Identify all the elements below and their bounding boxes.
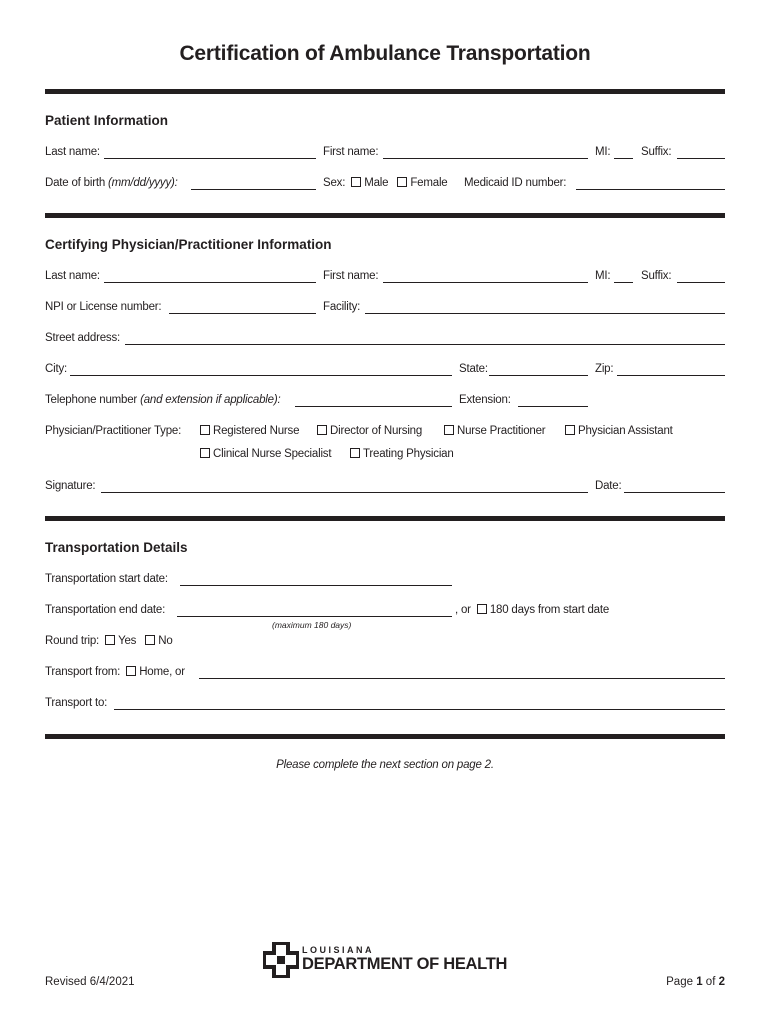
telephone-field[interactable] [295, 406, 452, 407]
round-trip-no-label: No [158, 635, 173, 647]
npi-label: NPI or License number: [45, 301, 162, 313]
end-date-label: Transportation end date: [45, 604, 166, 616]
patient-dob-field[interactable] [191, 189, 316, 190]
male-checkbox[interactable] [351, 177, 361, 187]
physician-last-name-field[interactable] [104, 282, 316, 283]
next-page-note: Please complete the next section on page 2. [276, 759, 494, 771]
type-option-physician-assistant [565, 425, 673, 437]
patient-mi-label: MI: [595, 146, 611, 158]
physician-assistant-checkbox[interactable] [565, 425, 575, 435]
male-label: Male [364, 177, 389, 189]
round-trip-yes-checkbox[interactable] [105, 635, 115, 645]
revised-date: Revised 6/4/2021 [45, 976, 135, 988]
patient-last-name-field[interactable] [104, 158, 316, 159]
logo-state-text: LOUISIANA [302, 945, 374, 955]
facility-label: Facility: [323, 301, 361, 313]
patient-sex-group [323, 177, 448, 189]
physician-suffix-label: Suffix: [641, 270, 672, 282]
transport-to-field[interactable] [114, 709, 725, 710]
telephone-note: (and extension if applicable): [140, 394, 281, 406]
type-option-nurse-practitioner [444, 425, 545, 437]
physician-mi-field[interactable] [614, 282, 633, 283]
ldh-logo-icon [263, 942, 299, 978]
start-date-label: Transportation start date: [45, 573, 168, 585]
physician-first-name-field[interactable] [383, 282, 588, 283]
physician-mi-label: MI: [595, 270, 611, 282]
female-label: Female [410, 177, 448, 189]
section-divider [45, 89, 725, 94]
npi-field[interactable] [169, 313, 316, 314]
female-checkbox[interactable] [397, 177, 407, 187]
type-option-registered-nurse [200, 425, 299, 437]
patient-section-heading: Patient Information [45, 113, 169, 128]
director-of-nursing-label: Director of Nursing [330, 425, 423, 437]
round-trip-no-checkbox[interactable] [145, 635, 155, 645]
page-indicator [666, 976, 725, 988]
transport-section-heading: Transportation Details [45, 540, 188, 555]
treating-physician-checkbox[interactable] [350, 448, 360, 458]
round-trip-label: Round trip: [45, 635, 100, 647]
dob-format-hint: (mm/dd/yyyy): [108, 177, 178, 189]
physician-suffix-field[interactable] [677, 282, 725, 283]
patient-mi-field[interactable] [614, 158, 633, 159]
round-trip-group [45, 635, 173, 647]
signature-date-label: Date: [595, 480, 622, 492]
facility-field[interactable] [365, 313, 725, 314]
medicaid-id-label: Medicaid ID number: [464, 177, 567, 189]
180-days-checkbox[interactable] [477, 604, 487, 614]
type-option-director-of-nursing [317, 425, 422, 437]
registered-nurse-label: Registered Nurse [213, 425, 300, 437]
physician-assistant-label: Physician Assistant [578, 425, 673, 437]
section-divider [45, 734, 725, 739]
street-label: Street address: [45, 332, 120, 344]
page-number: 1 [696, 976, 703, 988]
form-title: Certification of Ambulance Transportation [179, 42, 591, 65]
or-text: , or [455, 604, 471, 616]
transport-from-label: Transport from: [45, 666, 121, 678]
state-label: State: [459, 363, 488, 375]
nurse-practitioner-checkbox[interactable] [444, 425, 454, 435]
practitioner-type-label: Physician/Practitioner Type: [45, 425, 182, 437]
sex-label: Sex: [323, 177, 346, 189]
end-date-field[interactable] [177, 616, 452, 617]
home-checkbox[interactable] [126, 666, 136, 676]
physician-first-name-label: First name: [323, 270, 379, 282]
patient-suffix-label: Suffix: [641, 146, 672, 158]
patient-last-name-label: Last name: [45, 146, 100, 158]
section-divider [45, 213, 725, 218]
medicaid-id-field[interactable] [576, 189, 725, 190]
signature-field[interactable] [101, 492, 588, 493]
patient-first-name-field[interactable] [383, 158, 588, 159]
registered-nurse-checkbox[interactable] [200, 425, 210, 435]
180-days-label: 180 days from start date [489, 604, 610, 616]
home-label: Home, or [139, 666, 185, 678]
extension-label: Extension: [459, 394, 511, 406]
transport-from-group [45, 666, 185, 678]
clinical-nurse-specialist-label: Clinical Nurse Specialist [213, 448, 332, 460]
state-field[interactable] [489, 375, 588, 376]
telephone-label [45, 394, 280, 406]
clinical-nurse-specialist-checkbox[interactable] [200, 448, 210, 458]
patient-suffix-field[interactable] [677, 158, 725, 159]
type-option-treating-physician [350, 448, 454, 460]
street-field[interactable] [125, 344, 725, 345]
signature-label: Signature: [45, 480, 96, 492]
patient-dob-label [45, 177, 178, 189]
telephone-label-text: Telephone number [45, 394, 138, 406]
director-of-nursing-checkbox[interactable] [317, 425, 327, 435]
extension-field[interactable] [518, 406, 588, 407]
page-prefix: Page [666, 976, 693, 988]
transport-from-field[interactable] [199, 678, 725, 679]
logo-department-text: DEPARTMENT OF HEALTH [302, 955, 508, 973]
max-days-note: (maximum 180 days) [272, 620, 352, 630]
dob-label-text: Date of birth [45, 177, 106, 189]
zip-field[interactable] [617, 375, 725, 376]
signature-date-field[interactable] [624, 492, 725, 493]
physician-section-heading: Certifying Physician/Practitioner Information [45, 237, 332, 252]
city-field[interactable] [70, 375, 452, 376]
patient-first-name-label: First name: [323, 146, 379, 158]
treating-physician-label: Treating Physician [363, 448, 454, 460]
end-date-alternative [455, 604, 609, 616]
physician-last-name-label: Last name: [45, 270, 100, 282]
zip-label: Zip: [595, 363, 614, 375]
round-trip-yes-label: Yes [118, 635, 137, 647]
page-of: of [705, 976, 716, 988]
nurse-practitioner-label: Nurse Practitioner [457, 425, 546, 437]
type-option-clinical-nurse-specialist [200, 448, 331, 460]
page-total: 2 [718, 976, 725, 988]
transport-to-label: Transport to: [45, 697, 108, 709]
city-label: City: [45, 363, 68, 375]
start-date-field[interactable] [180, 585, 452, 586]
section-divider [45, 516, 725, 521]
